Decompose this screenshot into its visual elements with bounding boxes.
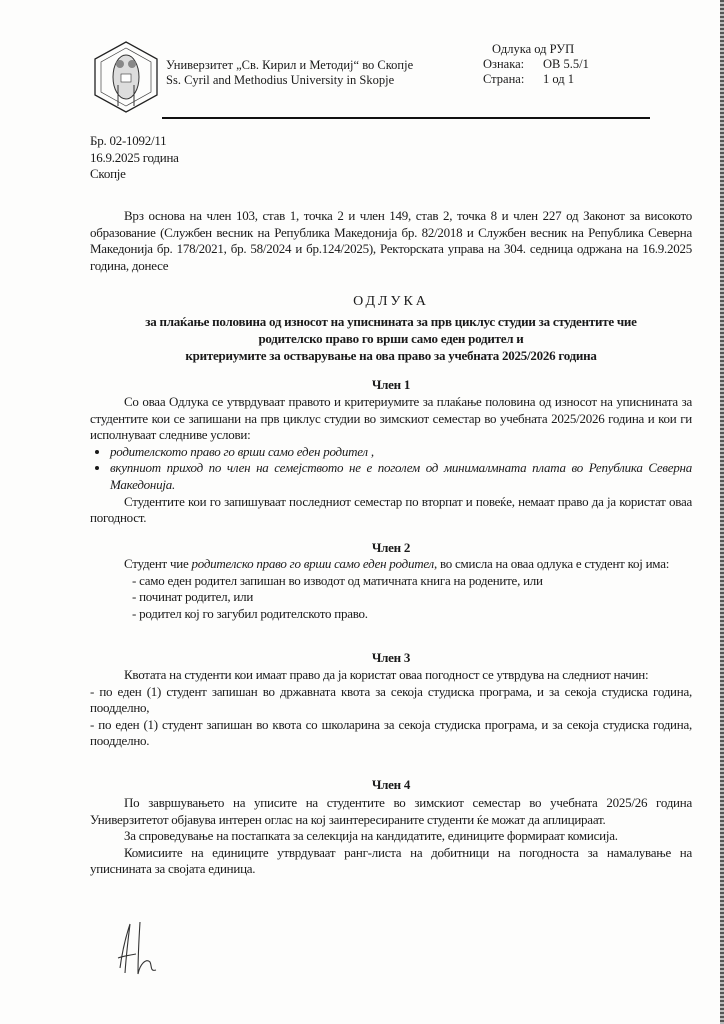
article-2 <box>90 556 692 622</box>
university-logo <box>92 40 160 114</box>
condition-item: • вкупниот приход по член на семејството не е поголем од минималмната плата во Република Северна Македонија. <box>110 460 692 493</box>
subtitle-line: критериумите за остварување на ова право за учебната 2025/2026 година <box>185 348 597 363</box>
article-1-intro: Со оваа Одлука се утврдуваат правото и критериумите за плаќање половина од износот на уписнината за студентите кои се запишани на прв циклус студии во зимскиот семестар во учебната 2025/2026 година и кои ги исполнуваат следниве услови: <box>90 394 692 443</box>
mark-value: ОВ 5.5/1 <box>543 57 589 71</box>
university-name <box>166 58 413 88</box>
article-2-item: - починат родител, или <box>132 589 254 605</box>
mark-label: Ознака: <box>483 57 525 71</box>
reference-place: Скопје <box>90 166 126 182</box>
doc-type: Одлука од РУП <box>492 42 575 56</box>
condition-item: • родителското право го врши само еден родител , <box>110 444 692 461</box>
subtitle-line: за плаќање половина од износот на уписнината за прв циклус студии за студентите чие <box>145 314 637 329</box>
intro-italic: родителско право го врши само еден родител <box>191 556 434 571</box>
article-3-intro: Квотата на студенти кои имаат право да ја користат оваа погодност се утврдува на следниот начин: <box>124 667 649 682</box>
article-3-heading: Член 3 <box>371 650 411 665</box>
document-title: ОДЛУКА <box>353 294 429 309</box>
document-subtitle <box>90 313 692 364</box>
article-4-paragraph: Комисиите на единиците утврдуваат ранг-листа на добитници на погодноста за намалување на уписнината за својата единица. <box>90 844 692 877</box>
reference-block <box>90 133 179 183</box>
scan-edge <box>720 0 724 1024</box>
article-2-item: - само еден родител запишан во изводот од матичната книга на родените, или <box>132 572 543 588</box>
article-4-paragraph: За спроведување на постапката за селекција на кандидатите, единиците формираат комисија. <box>124 828 618 844</box>
page-label: Страна: <box>483 72 525 86</box>
article-4 <box>90 795 692 878</box>
conditions-list <box>90 444 692 494</box>
article-3 <box>90 667 692 750</box>
handwritten-initials <box>112 918 162 978</box>
page-value: 1 од 1 <box>543 72 574 86</box>
article-3-item: - по еден (1) студент запишан во државната квота за секоја студиска програма, и за секоја студиска година, поодделно, <box>90 683 692 716</box>
article-1 <box>90 394 692 527</box>
university-name-en: Ss. Cyril and Methodius University in Skopje <box>166 73 395 87</box>
university-name-mk: Универзитет „Св. Кирил и Методиј“ во Скопје <box>166 58 414 72</box>
subtitle-line: родителско право го врши само еден родител и <box>258 331 524 346</box>
reference-date: 16.9.2025 година <box>90 149 179 165</box>
header-divider <box>162 117 650 119</box>
article-1-outro: Студентите кои го запишуваат последниот семестар по вторпат и повеќе, немаат право да ја користат оваа погодност. <box>90 493 692 526</box>
intro-text: Студент чие <box>124 556 192 571</box>
article-2-intro <box>90 556 692 573</box>
intro-text: , во смисла на оваа одлука е студент кој има: <box>433 556 670 571</box>
article-2-item: - родител кој го загубил родителското право. <box>132 605 368 621</box>
article-4-paragraph: По завршувањето на уписите на студентите во зимскиот семестар во учебната 2025/26 година Универзитетот објавува интерен оглас на кој заинтересираните студенти ќе можат да аплицираат. <box>90 795 692 827</box>
article-2-heading: Член 2 <box>371 540 411 555</box>
article-3-item: - по еден (1) студент запишан во квота со школарина за секоја студиска програма, и за секоја студиска година, поодделно. <box>90 716 692 749</box>
preamble: Врз основа на член 103, став 1, точка 2 и член 149, став 2, точка 8 и член 227 од Законот за високото образование (Службен весник на Република Македонија бр. 82/2018 и Службен весник на Република Северна Македонија бр. 178/2021, бр. 58/2024 и бр.124/2025), Ректорската управа на 304. седница одржана на 16.9.2025 година, донесе <box>90 208 692 273</box>
document-info <box>483 42 589 87</box>
article-4-heading: Член 4 <box>371 777 411 792</box>
reference-number: Бр. 02-1092/11 <box>90 133 167 148</box>
article-1-heading: Член 1 <box>371 377 411 392</box>
